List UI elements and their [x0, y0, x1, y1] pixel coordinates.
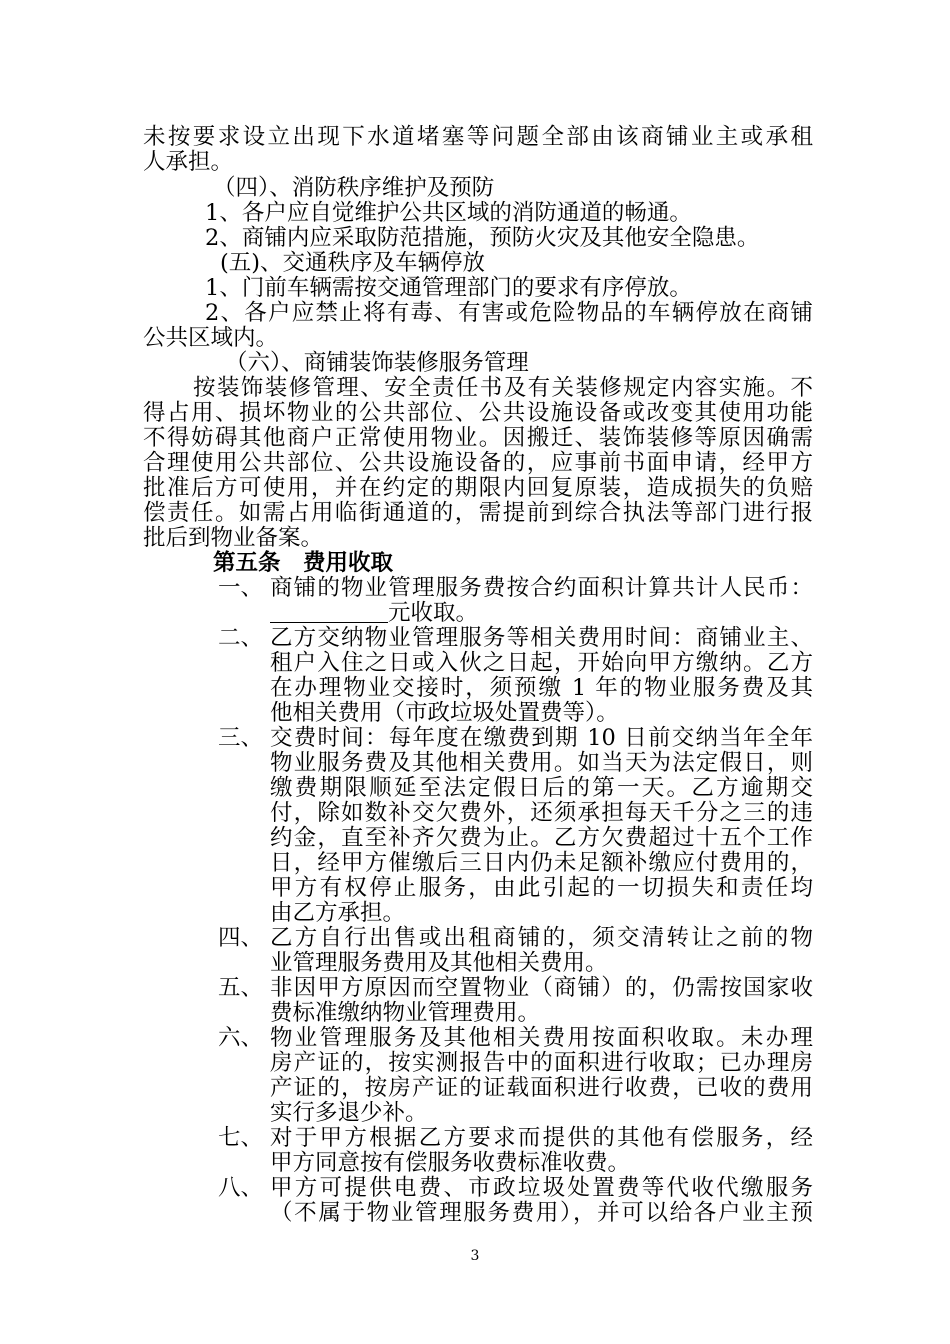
item-line: 业管理服务费用及其他相关费用。 — [270, 950, 608, 976]
item-line: 他相关费用（市政垃圾处置费等）。 — [270, 700, 619, 726]
item-number: 八、 — [218, 1175, 264, 1201]
section-heading: （四）、消防秩序维护及预防 — [213, 175, 495, 201]
item-line: 商铺的物业管理服务费按合约面积计算共计人民币： — [270, 575, 813, 601]
fill-in-blank[interactable] — [270, 600, 388, 623]
item-line: 物业管理服务及其他相关费用按面积收取。未办理 — [270, 1025, 813, 1051]
item-line: 费标准缴纳物业管理费用。 — [270, 1000, 541, 1026]
article-heading: 第五条 费用收取 — [213, 550, 394, 576]
item-number: 三、 — [218, 725, 264, 751]
item-line: 交费时间：每年度在缴费到期 10 日前交纳当年全年 — [270, 725, 813, 751]
paragraph-line: 偿责任。如需占用临街通道的，需提前到综合执法等部门进行报 — [143, 500, 813, 526]
item-number: 一、 — [218, 575, 264, 601]
list-item: 1、各户应自觉维护公共区域的消防通道的畅通。 — [205, 200, 692, 226]
item-line-text: 元收取。 — [388, 600, 479, 626]
item-number: 五、 — [218, 975, 264, 1001]
item-number: 二、 — [218, 625, 264, 651]
list-item: 1、门前车辆需按交通管理部门的要求有序停放。 — [205, 275, 692, 301]
item-line: 对于甲方根据乙方要求而提供的其他有偿服务，经 — [270, 1125, 813, 1151]
item-line: （不属于物业管理服务费用），并可以给各户业主预 — [270, 1200, 813, 1226]
item-line: 日，经甲方催缴后三日内仍未足额补缴应付费用的， — [270, 850, 813, 876]
list-item: 2、各户应禁止将有毒、有害或危险物品的车辆停放在商铺 — [205, 300, 813, 326]
paragraph-line: 批后到物业备案。 — [143, 525, 324, 551]
section-heading: (五)、交通秩序及车辆停放 — [220, 250, 486, 276]
item-line: 租户入住之日或入伙之日起，开始向甲方缴纳。乙方 — [270, 650, 813, 676]
paragraph-line: 得占用、损坏物业的公共部位、公共设施设备或改变其使用功能 — [143, 400, 813, 426]
item-line: 产证的，按房产证的证载面积进行收费，已收的费用 — [270, 1075, 813, 1101]
item-number: 六、 — [218, 1025, 264, 1051]
item-line: 物业服务费及其他相关费用。如当天为法定假日，则 — [270, 750, 813, 776]
item-line: 在办理物业交接时，须预缴 1 年的物业服务费及其 — [270, 675, 813, 701]
item-number: 四、 — [218, 925, 264, 951]
paragraph-line: 不得妨碍其他商户正常使用物业。因搬迁、装饰装修等原因确需 — [143, 425, 813, 451]
paragraph-line: 批准后方可使用，并在约定的期限内回复原装，造成损失的负赔 — [143, 475, 813, 501]
paragraph-line: 合理使用公共部位、公共设施设备的，应事前书面申请，经甲方 — [143, 450, 813, 476]
item-line: 约金，直至补齐欠费为止。乙方欠费超过十五个工作 — [270, 825, 813, 851]
item-line: 乙方交纳物业管理服务等相关费用时间：商铺业主、 — [270, 625, 813, 651]
item-line: 缴费期限顺延至法定假日后的第一天。乙方逾期交 — [270, 775, 813, 801]
item-line: 甲方同意按有偿服务收费标准收费。 — [270, 1150, 631, 1176]
item-line: 房产证的，按实测报告中的面积进行收取；已办理房 — [270, 1050, 813, 1076]
section-heading: （六）、商铺装饰装修服务管理 — [225, 350, 529, 376]
item-line: 付，除如数补交欠费外，还须承担每天千分之三的违 — [270, 800, 813, 826]
body-line: 未按要求设立出现下水道堵塞等问题全部由该商铺业主或承租 — [143, 124, 813, 150]
item-line: 甲方可提供电费、市政垃圾处置费等代收代缴服务 — [270, 1175, 813, 1201]
list-item: 2、商铺内应采取防范措施，预防火灾及其他安全隐患。 — [205, 225, 760, 251]
item-line: 实行多退少补。 — [270, 1100, 428, 1126]
page-number: 3 — [470, 1248, 480, 1264]
list-item-continuation: 公共区域内。 — [143, 325, 279, 351]
item-line: 乙方自行出售或出租商铺的，须交清转让之前的物 — [270, 925, 813, 951]
paragraph-line: 按装饰装修管理、安全责任书及有关装修规定内容实施。不 — [193, 375, 813, 401]
item-line: 非因甲方原因而空置物业（商铺）的，仍需按国家收 — [270, 975, 813, 1001]
body-line: 人承担。 — [143, 149, 234, 175]
item-line: 由乙方承担。 — [270, 900, 406, 926]
item-line: 甲方有权停止服务，由此引起的一切损失和责任均 — [270, 875, 813, 901]
item-number: 七、 — [218, 1125, 264, 1151]
